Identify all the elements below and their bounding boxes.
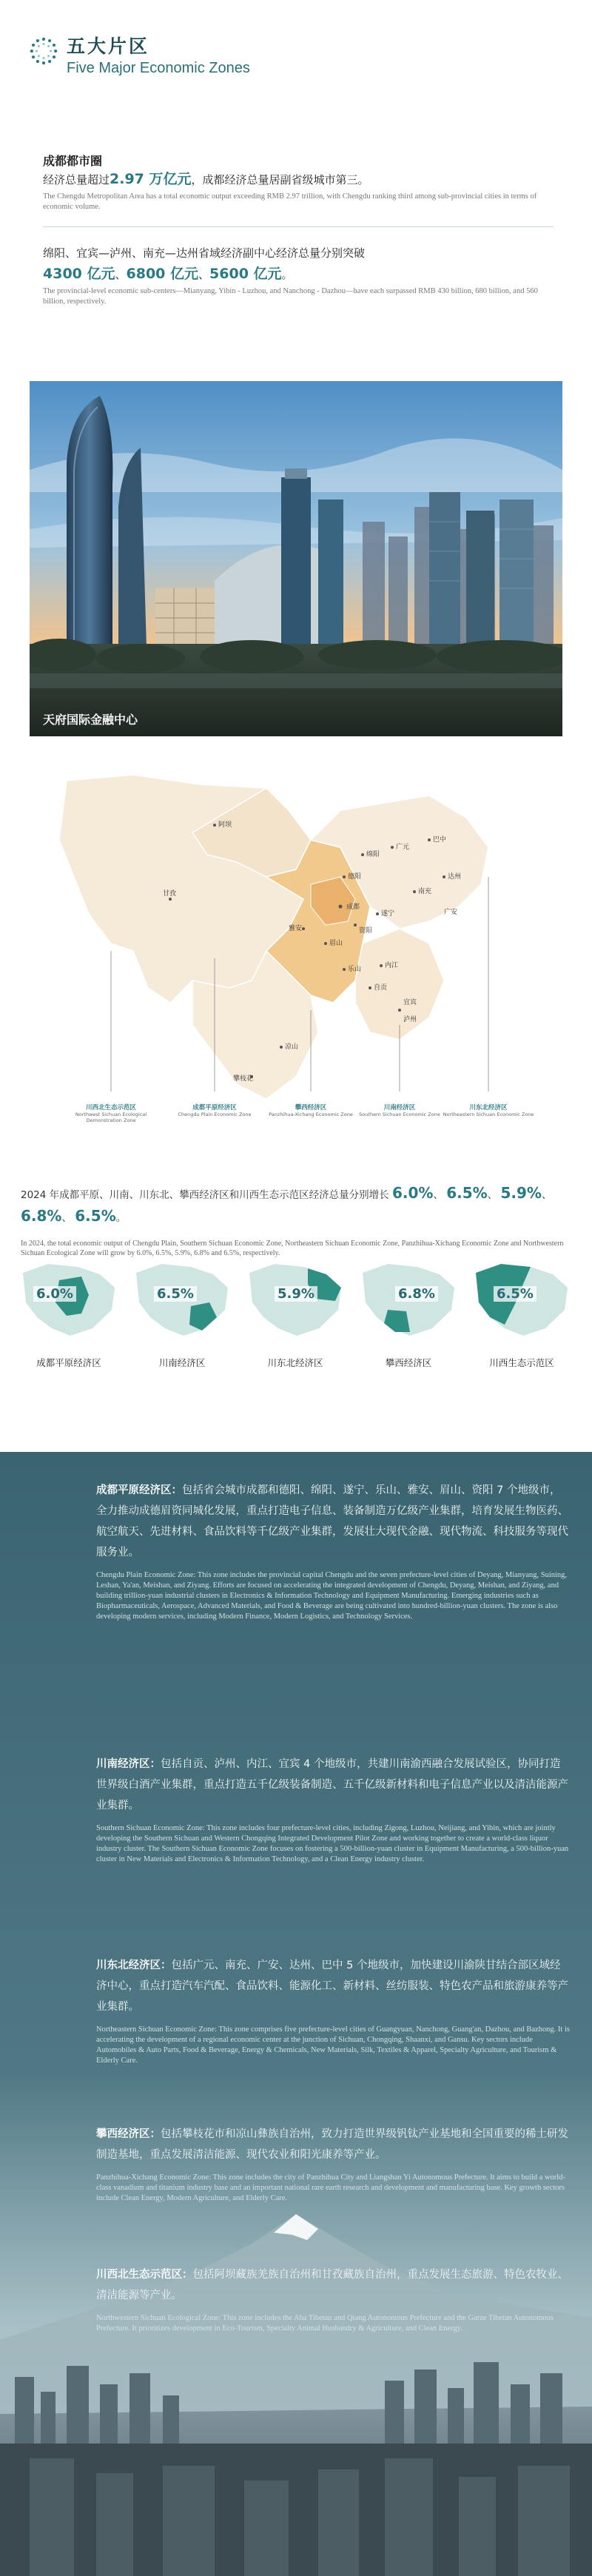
growth-sep: 。 (115, 1212, 127, 1224)
zone-title: 攀西经济区： (96, 2128, 161, 2140)
growth-sep: 、 (433, 1189, 443, 1201)
map-label-luzhou: 泸州 (403, 1016, 417, 1023)
photo-caption: 天府国际金融中心 (43, 713, 138, 727)
mini-maps-row (15, 1258, 577, 1384)
end-punct: 。 (281, 268, 293, 281)
chengdu-block (43, 152, 554, 212)
mini-map-pct: 6.0% (33, 1286, 76, 1302)
map-label-aba: 阿坝 (218, 821, 232, 829)
legend-en: Southern Sichuan Economic Zone (359, 1112, 440, 1117)
legend-en: Northwest Sichuan Ecological Demonstration Zone (75, 1112, 147, 1123)
legend-cn: 川西北生态示范区 (85, 1104, 136, 1112)
zone-en: Southern Sichuan Economic Zone: This zone includes four prefecture-level cities, including Zigong, Luzhou, Neijiang, and Yibin, which are jointly developing the Southern Sichuan and Western Chongqing Integrated Development Pilot Zone and working together to create a world-class liquor industry cluster. The Southern Sichuan Economic Zone focuses on fostering a 500-billion-yuan cluster in Equipment Manufacturing, a 500-billion-yuan cluster in New Materials and Electronics & Information Technology, and a Clean Energy industry cluster. (96, 1824, 569, 1863)
chengdu-suffix: ，成都经济总量居副省级城市第三。 (191, 173, 369, 186)
province-map (44, 766, 562, 1106)
sichuan-zones-map (44, 766, 562, 1136)
subcenters-heading: 绵阳、宜宾—泸州、南充—达州省域经济副中心经济总量分别突破 (43, 246, 366, 260)
zone-cn (96, 1955, 570, 2017)
mini-map-pct: 6.8% (395, 1286, 438, 1302)
subcenter-value-2: 6800 亿元 (126, 266, 199, 282)
legend-item (263, 1103, 359, 1117)
zone-body: 包括阿坝藏族羌族自治州和甘孜藏族自治州，重点发展生态旅游、特色农牧业、清洁能源等产业。 (96, 2269, 568, 2301)
legend-cn: 川南经济区 (383, 1104, 416, 1112)
map-legend (44, 1103, 562, 1147)
zone-northwest-ecological (96, 2264, 570, 2334)
legend-en: Northeastern Sichuan Economic Zone (443, 1112, 534, 1117)
growth-en: In 2024, the total economic output of Chengdu Plain, Southern Sichuan Economic Zone, Northeastern Sichuan Economic Zone, Panzhihua-Xichang Economic Zone and Northwestern Sichuan Ecological Zone will grow by 6.0%, 6.5%, 5.9%, 6.8% and 6.5%, respectively. (21, 1240, 564, 1257)
page-title: 五大片区 (67, 36, 150, 57)
zone-en: Panzhihua-Xichang Economic Zone: This zone includes the city of Panzhihua City and Liangshan Yi Autonomous Prefecture. It aims to build a world-class vanadium and titanium industry base and an important national rare earth research and development and manufacturing base. Key growth sectors include Clean Energy, Modern Agriculture, and Elderly Care. (96, 2173, 565, 2202)
growth-value: 6.8% (21, 1207, 62, 1225)
zone-chengdu-plain (96, 1480, 570, 1622)
subcenters-block (43, 244, 554, 307)
zone-title: 川南经济区： (96, 1758, 161, 1770)
mini-map-name: 成都平原经济区 (36, 1357, 101, 1368)
growth-prefix: 2024 年成都平原、川南、川东北、攀西经济区和川西生态示范区经济总量分别增长 (21, 1189, 389, 1201)
city-skyline-photo (30, 381, 562, 736)
zone-cn (96, 1480, 570, 1563)
legend-en: Chengdu Plain Economic Zone (178, 1112, 252, 1117)
skyline-illustration (30, 381, 562, 736)
map-label-dazhou: 达州 (448, 873, 462, 881)
map-label-chengdu: 成都 (346, 904, 360, 911)
zone-cn (96, 1754, 570, 1816)
sep-2: 、 (198, 268, 210, 281)
map-label-meishan: 眉山 (329, 940, 343, 947)
mini-map-name: 川南经济区 (158, 1357, 206, 1368)
legend-cn: 川东北经济区 (469, 1104, 508, 1112)
mini-map (245, 1258, 346, 1369)
map-label-deyang: 德阳 (348, 873, 362, 881)
zone-cn (96, 2264, 570, 2306)
chengdu-prefix: 经济总量超过 (43, 173, 110, 186)
section-header (30, 36, 250, 78)
legend-item (352, 1103, 448, 1117)
mini-map (132, 1258, 232, 1369)
zone-cn (96, 2124, 570, 2165)
zone-body: 包括广元、南充、广安、达州、巴中 5 个地级市，加快建设川渝陕甘结合部区域经济中心，重点打造汽车汽配、食品饮料、能源化工、新材料、丝纺服装、特色农产品和旅游康养等产业集群。 (96, 1960, 568, 2013)
mini-map-name: 攀西经济区 (385, 1357, 432, 1368)
map-label-nanchong: 南充 (418, 888, 432, 895)
legend-cn: 攀西经济区 (295, 1104, 327, 1112)
map-label-guangyuan: 广元 (396, 844, 410, 851)
zone-body: 包括省会城市成都和德阳、绵阳、遂宁、乐山、雅安、眉山、资阳 7 个地级市，全力推动成德眉资同城化发展，重点打造电子信息、装备制造万亿级产业集群，培育发展生物医药、航空航天、先进材料、食品饮料等千亿级产业集群，发展壮大现代金融、现代物流、科技服务等现代服务业。 (96, 1484, 568, 1558)
zone-panxi (96, 2124, 570, 2204)
growth-value: 6.5% (75, 1207, 116, 1225)
zones-detail-section (0, 1452, 592, 2576)
map-label-panzhihua: 攀枝花 (233, 1075, 254, 1083)
legend-item (63, 1103, 159, 1123)
map-label-ganzi: 甘孜 (163, 890, 177, 898)
map-label-yibin: 宜宾 (403, 999, 417, 1006)
chengdu-value: 2.97 万亿元 (110, 171, 192, 187)
growth-value: 5.9% (500, 1184, 542, 1202)
growth-value: 6.0% (391, 1184, 434, 1202)
mini-map (358, 1258, 459, 1369)
divider (43, 226, 554, 227)
map-label-liangshan: 凉山 (285, 1043, 299, 1051)
legend-item (440, 1103, 536, 1117)
mini-map-name: 川西生态示范区 (489, 1357, 554, 1368)
chengdu-heading: 成都都市圈 (43, 154, 103, 168)
mini-map (18, 1258, 119, 1369)
map-label-yaan: 雅安 (289, 925, 303, 932)
subcenters-values (43, 265, 554, 283)
sep-1: 、 (115, 268, 127, 281)
growth-cn (21, 1183, 571, 1228)
growth-sep: 、 (541, 1189, 552, 1201)
subcenter-value-3: 5600 亿元 (209, 266, 282, 282)
page-subtitle: Five Major Economic Zones (67, 60, 250, 76)
region-south (355, 929, 444, 1040)
growth-sep: 、 (487, 1189, 498, 1201)
growth-block (21, 1183, 571, 1258)
map-label-neijiang: 内江 (385, 962, 399, 969)
subcenter-value-1: 4300 亿元 (43, 266, 115, 282)
zone-title: 成都平原经济区： (96, 1484, 182, 1496)
zone-body: 包括攀枝花市和凉山彝族自治州，致力打造世界级钒钛产业基地和全国重要的稀土研发制造基地，重点发展清洁能源、现代农业和阳光康养等产业。 (96, 2128, 568, 2161)
chengdu-line (43, 170, 554, 189)
map-label-leshan: 乐山 (348, 966, 362, 973)
mini-map-pct: 6.5% (494, 1286, 536, 1302)
map-label-suining: 遂宁 (381, 910, 395, 918)
zone-south-sichuan (96, 1754, 570, 1865)
zone-en: Northeastern Sichuan Economic Zone: This zone comprises five prefecture-level cities of Guangyuan, Nanchong, Guang'an, Dazhou, and Bazhong. It is accelerating the development of a regional economic center at the junction of Sichuan, Chongqing, Shaanxi, and Gansu. Key sectors include Automobiles & Auto Parts, Food & Beverage, Energy & Chemicals, New Materials, Silk, Textiles & Apparel, Specialty Agriculture, and Tourism & Elderly Care. (96, 2025, 570, 2065)
growth-value: 6.5% (446, 1184, 488, 1202)
zone-en: Chengdu Plain Economic Zone: This zone includes the provincial capital Chengdu and the seven prefecture-level cities of Deyang, Mianyang, Suining, Leshan, Ya'an, Meishan, and Ziyang. Efforts are focused on accelerating the integrated development of Chengdu, Deyang, Meishan, and Ziyang, and building trillion-yuan industrial clusters in Electronics & Information Technology and Equipment Manufacturing. Emerging industries such as Biopharmaceuticals, Aerospace, Advanced Materials, and Food & Beverage are being cultivated into hundred-billion-yuan clusters. The zone is also developing modern services, including Modern Finance, Modern Logistics, and Technology Services. (96, 1571, 568, 1621)
mini-map-pct: 5.9% (275, 1286, 317, 1302)
legend-item (166, 1103, 263, 1117)
map-label-bazhong: 巴中 (433, 836, 447, 844)
subcenters-en: The provincial-level economic sub-centers—Mianyang, Yibin - Luzhou, and Nanchong - Dazhou—have each surpassed RMB 430 billion, 680 billion, and 560 billion, respectively. (43, 287, 538, 306)
mini-map-name: 川东北经济区 (267, 1357, 323, 1368)
mini-map (471, 1258, 572, 1369)
map-label-guangan: 广安 (444, 909, 458, 916)
legend-cn: 成都平原经济区 (192, 1104, 237, 1112)
map-label-zigong: 自贡 (374, 984, 388, 992)
zone-title: 川东北经济区： (96, 1960, 172, 1971)
map-label-mianyang: 绵阳 (366, 851, 380, 858)
mini-map-pct: 6.5% (154, 1286, 197, 1302)
growth-sep: 、 (61, 1212, 72, 1224)
chengdu-en: The Chengdu Metropolitan Area has a total economic output exceeding RMB 2.97 trillion, with Chengdu ranking third among sub-provincial cities in terms of economic volume. (43, 192, 537, 211)
zone-body: 包括自贡、泸州、内江、宜宾 4 个地级市，共建川南渝西融合发展试验区，协同打造世界级白酒产业集群，重点打造五千亿级装备制造、五千亿级新材料和电子信息产业以及清洁能源产业集群。 (96, 1758, 568, 1812)
legend-en: Panzhihua-Xichang Economic Zone (269, 1112, 353, 1117)
ring-logo-icon (30, 37, 58, 65)
zone-title: 川西北生态示范区： (96, 2269, 193, 2281)
zone-northeast-sichuan (96, 1955, 570, 2066)
map-label-ziyang: 资阳 (359, 927, 373, 935)
zone-en: Northwestern Sichuan Ecological Zone: This zone includes the Aba Tibetan and Qiang Autonomous Prefecture and the Garze Tibetan Autonomous Prefecture. It prioritizes development in Eco-Tourism, Specialty Animal Husbandry & Agriculture, and Clean Energy. (96, 2314, 554, 2333)
